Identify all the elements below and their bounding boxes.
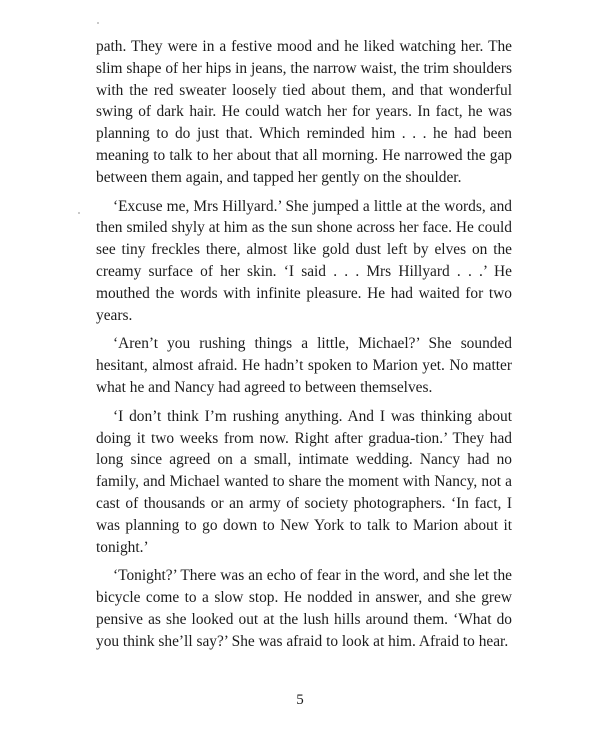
paragraph: ‘Excuse me, Mrs Hillyard.’ She jumped a little at the words, and then smiled shyly at him as the sun shone across her face. He could see tiny freckles there, almost like gold dust left by elves on the creamy surface of her skin. ‘I said . . . Mrs Hillyard . . .’ He mouthed the words with infinite pleasure. He had waited for two years. [96, 197, 512, 324]
scan-speck [97, 22, 99, 24]
paragraph: ‘I don’t think I’m rushing anything. And I was thinking about doing it two weeks from now. Right after gradua-tion.’ They had long since agreed on a small, intimate wedding. Nancy had no family, and Michael wanted to share the moment with Nancy, not a cast of thousands or an army of society photographers. ‘In fact, I was planning to go down to New York to talk to Marion about it tonight.’ [96, 407, 512, 556]
paragraph: ‘Tonight?’ There was an echo of fear in the word, and she let the bicycle come to a slow stop. He nodded in answer, and she grew pensive as she looked out at the lush hills around them. ‘What do you think she’ll say?’ She was afraid to look at him. Afraid to hear. [96, 567, 512, 650]
page-number: 5 [296, 692, 304, 708]
scan-speck [78, 212, 80, 214]
body-text [96, 36, 512, 660]
paragraph: path. They were in a festive mood and he liked watching her. The slim shape of her hips in jeans, the narrow waist, the trim shoulders with the red sweater loosely tied about them, and that wonderful swing of dark hair. He could watch her for years. In fact, he was planning to do just that. Which reminded him . . . he had been meaning to talk to her about that all morning. He narrowed the gap between them again, and tapped her gently on the shoulder. [96, 38, 512, 186]
paragraph: ‘Aren’t you rushing things a little, Michael?’ She sounded hesitant, almost afraid. He hadn’t spoken to Marion yet. No matter what he and Nancy had agreed to between themselves. [96, 335, 512, 396]
